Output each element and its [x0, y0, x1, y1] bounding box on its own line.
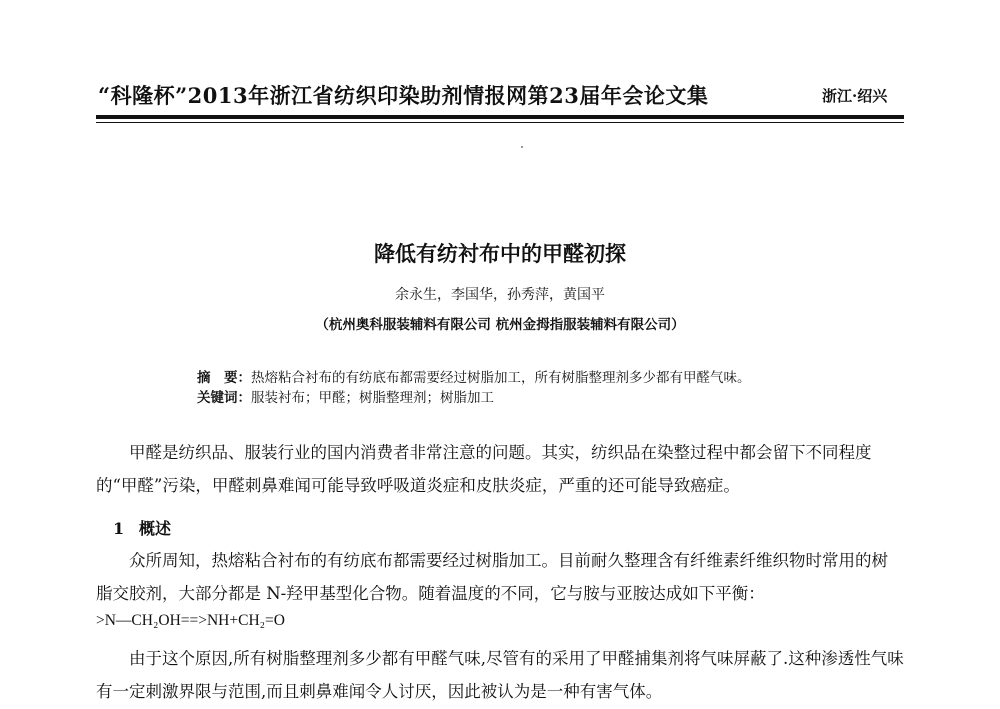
abstract — [197, 366, 751, 386]
keywords — [197, 386, 494, 406]
scan-speck — [521, 146, 523, 148]
section-number: 1 — [113, 519, 125, 538]
section-heading — [113, 516, 171, 539]
abstract-text: 热熔粘合衬布的有纺底布都需要经过树脂加工，所有树脂整理剂多少都有甲醛气味。 — [251, 370, 751, 386]
section-title: 概述 — [139, 519, 172, 538]
conference-location: 浙江·绍兴 — [822, 87, 888, 105]
abstract-label: 摘 要： — [197, 370, 251, 386]
header-rule-thick — [96, 115, 904, 119]
intro-paragraph: 甲醛是纺织品、服装行业的国内消费者非常注意的问题。其实，纺织品在染整过程中都会留下不同程度的“甲醛”污染，甲醛刺鼻难闻可能导致呼吸道炎症和皮肤炎症，严重的还可能导致癌症。 — [96, 443, 872, 495]
keywords-label: 关键词： — [197, 390, 251, 406]
chemical-equilibrium-formula: >N—CH₂OH==>NH+CH₂=O — [96, 612, 285, 629]
odor-paragraph: 由于这个原因,所有树脂整理剂多少都有甲醛气味,尽管有的采用了甲醛捕集剂将气味屏蔽了.这种渗透性气味有一定刺激界限与范围,而且刺鼻难闻令人讨厌，因此被认为是一种有害气体。 — [96, 649, 904, 701]
proceedings-header-title: “科隆杯”2013年浙江省纺织印染助剂情报网第23届年会论文集 — [98, 83, 709, 108]
keywords-text: 服装衬布；甲醛；树脂整理剂；树脂加工 — [251, 390, 494, 406]
header-rule-thin — [96, 122, 904, 123]
paper-authors: 余永生，李国华，孙秀萍，黄国平 — [395, 287, 605, 303]
paper-title: 降低有纺衬布中的甲醛初探 — [374, 242, 626, 266]
overview-paragraph: 众所周知，热熔粘合衬布的有纺底布都需要经过树脂加工。目前耐久整理含有纤维素纤维织物时常用的树脂交胶剂，大部分都是 N-羟甲基型化合物。随着温度的不同，它与胺与亚胺达成如下平衡： — [96, 551, 888, 603]
paper-affiliation: （杭州奥科服装辅料有限公司 杭州金拇指服装辅料有限公司） — [315, 317, 685, 333]
